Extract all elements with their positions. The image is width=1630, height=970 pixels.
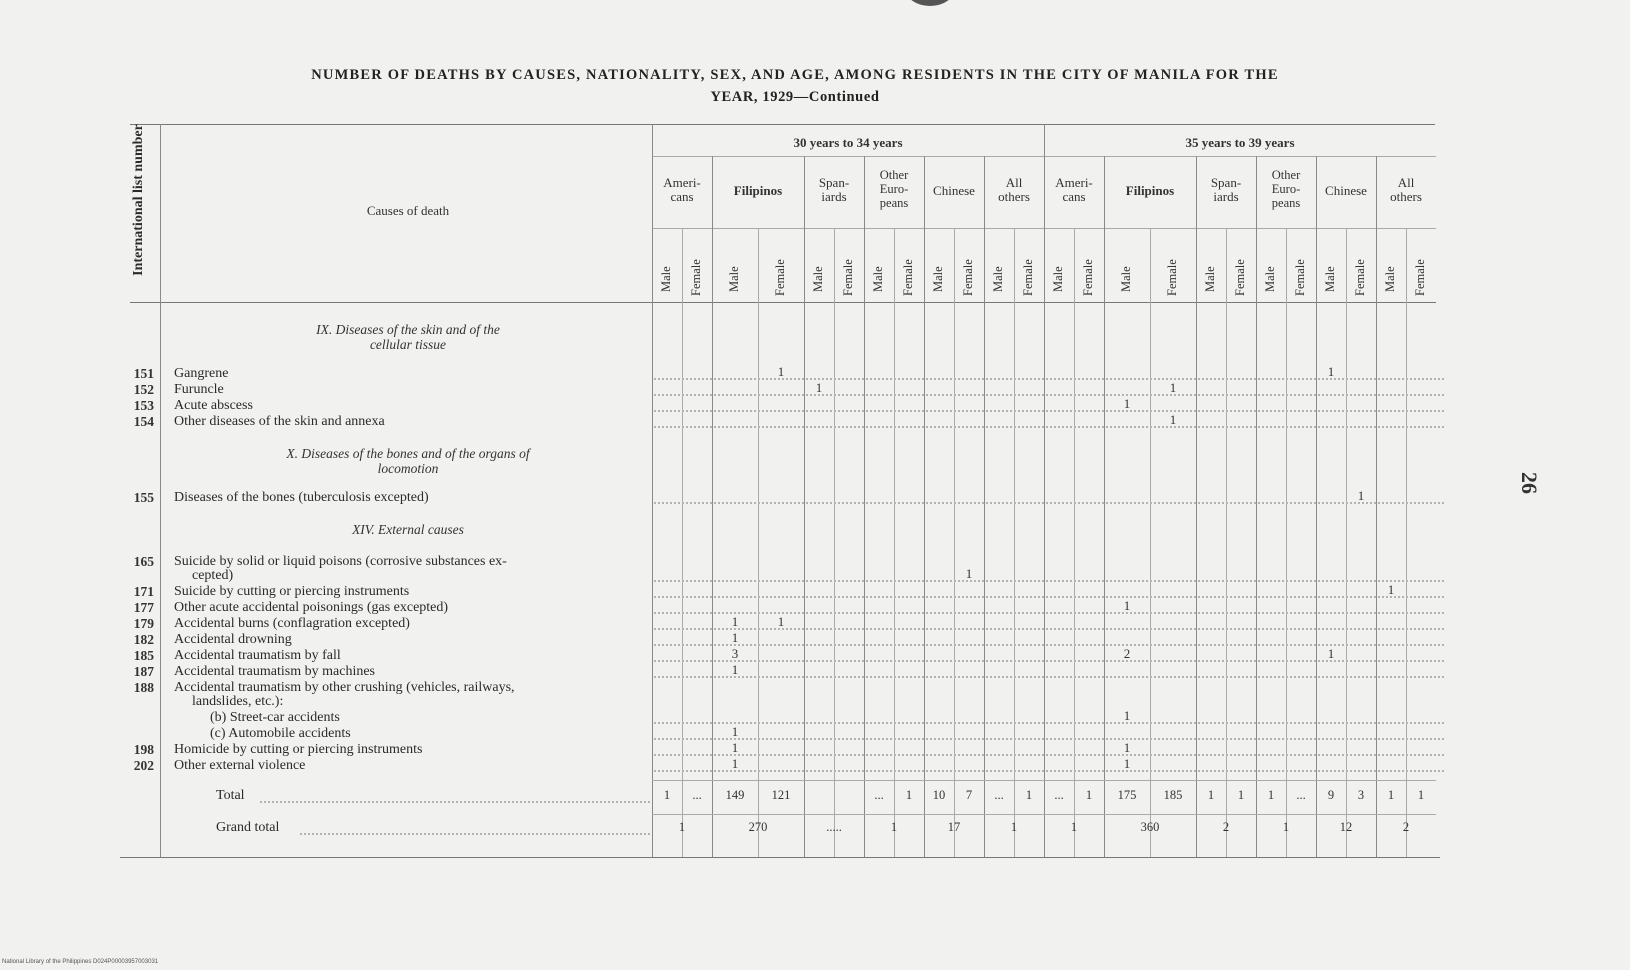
- cause-text: Accidental traumatism by other crushing (vehicles, railways,: [174, 680, 515, 695]
- total-value: ...: [1296, 788, 1306, 802]
- grand-total-value: 1: [1070, 820, 1078, 834]
- grand-total-leader: [300, 833, 650, 835]
- cell-value: 1: [1123, 598, 1131, 613]
- grand-total-value: .....: [826, 820, 842, 834]
- cause-text: Gangrene: [174, 366, 229, 381]
- page-number: 26: [1517, 472, 1542, 494]
- cause-continuation-text: cepted): [192, 568, 234, 583]
- rule-col-23: [1406, 228, 1407, 857]
- sex-female-col-19: Female: [1293, 259, 1307, 296]
- cause-text: Other external violence: [174, 758, 306, 773]
- leader-dots: [654, 676, 1444, 678]
- total-value: 1: [905, 788, 913, 802]
- rule-col-8: [924, 156, 925, 857]
- total-value: 3: [1357, 788, 1365, 802]
- cell-value: 2: [1123, 646, 1131, 661]
- nationality-americans-30-34: Ameri- cans: [663, 175, 701, 204]
- grand-total-value: 360: [1140, 820, 1160, 834]
- grand-total-value: 2: [1222, 820, 1230, 834]
- leader-dots: [654, 394, 1444, 396]
- sex-female-col-17: Female: [1233, 259, 1247, 296]
- page-title: [150, 64, 1440, 108]
- cause-continuation-text: landslides, etc.):: [192, 694, 284, 709]
- age-group-35-39: 35 years to 39 years: [1185, 135, 1295, 150]
- cause-text: Accidental traumatism by machines: [174, 664, 375, 679]
- rule-age-split: [1044, 124, 1045, 857]
- leader-dots: [654, 722, 1444, 724]
- sex-male-col-14: Male: [1119, 266, 1133, 292]
- row-number-198: 198: [133, 742, 154, 757]
- nationality-spaniards-30-34: Span- iards: [818, 175, 850, 204]
- cell-value: 1: [1357, 488, 1365, 503]
- rule-col-22: [1376, 156, 1377, 857]
- sex-male-col-6: Male: [871, 266, 885, 292]
- rule-col-11: [1014, 228, 1015, 857]
- grand-total-value: 1: [1010, 820, 1018, 834]
- cause-label: [174, 742, 650, 757]
- rule-col-6: [864, 156, 865, 857]
- cause-label: [210, 726, 650, 741]
- grand-total-value: 2: [1402, 820, 1410, 834]
- cell-value: 1: [777, 614, 785, 629]
- row-number-155: 155: [133, 490, 154, 505]
- sex-female-col-3: Female: [773, 259, 787, 296]
- rule-col-15: [1150, 228, 1151, 857]
- section-bones: X. Diseases of the bones and of the organs of locomotion: [286, 446, 530, 476]
- cause-label: [174, 490, 650, 505]
- cause-text: Furuncle: [174, 382, 224, 397]
- total-value: 7: [965, 788, 973, 802]
- sex-male-col-20: Male: [1323, 266, 1337, 292]
- row-number-165: 165: [133, 554, 154, 569]
- total-value: 9: [1327, 788, 1335, 802]
- cause-label: [174, 664, 650, 679]
- cell-value: 1: [1123, 756, 1131, 771]
- cell-value: 1: [731, 662, 739, 677]
- rule-col-21: [1346, 228, 1347, 857]
- cause-label: [174, 616, 650, 631]
- cause-label: [174, 366, 650, 381]
- cause-text: Homicide by cutting or piercing instruments: [174, 742, 423, 757]
- cell-value: 1: [1123, 396, 1131, 411]
- sex-female-col-23: Female: [1413, 259, 1427, 296]
- ink-smudge: [905, 0, 955, 6]
- total-leader: [260, 801, 650, 803]
- nationality-spaniards-35-39: Span- iards: [1210, 175, 1242, 204]
- sex-female-col-15: Female: [1165, 259, 1179, 296]
- rule-top: [130, 124, 1435, 125]
- row-number-187: 187: [133, 664, 154, 679]
- row-number-177: 177: [133, 600, 154, 615]
- sex-female-col-9: Female: [961, 259, 975, 296]
- cell-value: 1: [1169, 412, 1177, 427]
- leader-dots: [654, 580, 1444, 582]
- row-number-188: 188: [133, 680, 154, 695]
- sex-male-col-22: Male: [1383, 266, 1397, 292]
- cell-value: 1: [1169, 380, 1177, 395]
- grand-total-value: 1: [890, 820, 898, 834]
- cause-text: Diseases of the bones (tuberculosis excepted): [174, 490, 429, 505]
- nationality-other-europeans-30-34: Other Euro- peans: [879, 168, 909, 210]
- footer-credit: National Library of the Philippines D024P00003957003031: [2, 959, 159, 965]
- grand-total-value: 17: [947, 820, 961, 834]
- total-value: 10: [932, 788, 946, 802]
- cause-text: (b) Street-car accidents: [210, 710, 340, 725]
- cause-label: [174, 648, 650, 663]
- cause-text: Suicide by solid or liquid poisons (corrosive substances ex-: [174, 554, 507, 569]
- rule-col-13: [1074, 228, 1075, 857]
- causes-of-death-header: Causes of death: [366, 203, 450, 218]
- sex-male-col-4: Male: [811, 266, 825, 292]
- total-value: 175: [1117, 788, 1137, 802]
- title-line-1: NUMBER OF DEATHS BY CAUSES, NATIONALITY, SEX, AND AGE, AMONG RESIDENTS IN THE CITY OF MANILA FOR THE: [311, 67, 1279, 83]
- rule-col-17: [1226, 228, 1227, 857]
- sex-male-col-0: Male: [659, 266, 673, 292]
- grand-total-value: 1: [1282, 820, 1290, 834]
- rule-col-20: [1316, 156, 1317, 857]
- section-external: XIV. External causes: [352, 522, 464, 537]
- cause-continuation: [192, 694, 650, 709]
- rule-header-bottom: [130, 302, 1436, 303]
- total-value: 185: [1163, 788, 1183, 802]
- cause-label: [174, 554, 650, 569]
- sex-female-col-11: Female: [1021, 259, 1035, 296]
- total-value: ...: [1054, 788, 1064, 802]
- intl-list-header: International list number: [131, 124, 146, 276]
- cause-text: Other diseases of the skin and annexa: [174, 414, 385, 429]
- grand-total-value: 270: [748, 820, 768, 834]
- cause-text: Suicide by cutting or piercing instruments: [174, 584, 410, 599]
- rule-total: [652, 780, 1436, 781]
- cause-label: [174, 414, 650, 429]
- cell-value: 1: [731, 724, 739, 739]
- cause-continuation: [192, 568, 650, 583]
- row-number-152: 152: [133, 382, 154, 397]
- nationality-americans-35-39: Ameri- cans: [1055, 175, 1093, 204]
- leader-dots: [654, 770, 1444, 772]
- deaths-table: [130, 124, 1500, 890]
- rule-col-4: [804, 156, 805, 857]
- rule-causes: [652, 124, 653, 857]
- cell-value: 1: [731, 630, 739, 645]
- row-number-182: 182: [133, 632, 154, 647]
- row-number-153: 153: [133, 398, 154, 413]
- total-value: ...: [994, 788, 1004, 802]
- section-skin: IX. Diseases of the skin and of the cellular tissue: [316, 322, 500, 352]
- leader-dots: [654, 410, 1444, 412]
- row-number-154: 154: [133, 414, 154, 429]
- sex-female-col-13: Female: [1081, 259, 1095, 296]
- total-label: Total: [216, 788, 245, 803]
- sex-female-col-7: Female: [901, 259, 915, 296]
- rule-col-3: [758, 228, 759, 857]
- total-value: 1: [663, 788, 671, 802]
- cell-value: 1: [731, 756, 739, 771]
- nationality-filipinos-35-39: Filipinos: [1125, 183, 1175, 198]
- total-value: 1: [1417, 788, 1425, 802]
- sex-male-col-8: Male: [931, 266, 945, 292]
- cause-text: Acute abscess: [174, 398, 253, 413]
- sex-female-col-1: Female: [689, 259, 703, 296]
- cause-text: Accidental traumatism by fall: [174, 648, 341, 663]
- row-number-151: 151: [133, 366, 154, 381]
- row-number-171: 171: [133, 584, 154, 599]
- total-value: ...: [692, 788, 702, 802]
- cause-text: Accidental burns (conflagration excepted): [174, 616, 410, 631]
- grand-total-value: 12: [1339, 820, 1353, 834]
- total-value: 1: [1207, 788, 1215, 802]
- cause-label: [174, 382, 650, 397]
- total-value: 1: [1267, 788, 1275, 802]
- leader-dots: [654, 754, 1444, 756]
- rule-grand-total: [652, 814, 1436, 815]
- rule-col-10: [984, 156, 985, 857]
- cell-value: 3: [731, 646, 739, 661]
- sex-female-col-5: Female: [841, 259, 855, 296]
- row-number-179: 179: [133, 616, 154, 631]
- rule-intl: [160, 124, 161, 857]
- sex-male-col-16: Male: [1203, 266, 1217, 292]
- sex-male-col-18: Male: [1263, 266, 1277, 292]
- rule-col-5: [834, 228, 835, 857]
- rule-col-16: [1196, 156, 1197, 857]
- rule-col-18: [1256, 156, 1257, 857]
- grand-total-value: 1: [678, 820, 686, 834]
- cell-value: 1: [965, 566, 973, 581]
- nationality-filipinos-30-34: Filipinos: [733, 183, 783, 198]
- cause-text: (c) Automobile accidents: [210, 726, 351, 741]
- sex-female-col-21: Female: [1353, 259, 1367, 296]
- cause-label: [210, 710, 650, 725]
- nationality-chinese-35-39: Chinese: [1325, 183, 1367, 198]
- total-value: 121: [771, 788, 791, 802]
- nationality-chinese-30-34: Chinese: [933, 183, 975, 198]
- total-value: 149: [725, 788, 745, 802]
- cell-value: 1: [777, 364, 785, 379]
- grand-total-label: Grand total: [216, 820, 280, 835]
- total-value: ...: [874, 788, 884, 802]
- cause-label: [174, 758, 650, 773]
- cell-value: 1: [731, 614, 739, 629]
- cause-label: [174, 600, 650, 615]
- rule-col-19: [1286, 228, 1287, 857]
- cell-value: 1: [1327, 646, 1335, 661]
- sex-male-col-12: Male: [1051, 266, 1065, 292]
- nationality-other-europeans-35-39: Other Euro- peans: [1271, 168, 1301, 210]
- rule-bottom: [120, 857, 1440, 858]
- total-value: 1: [1085, 788, 1093, 802]
- rule-col-9: [954, 228, 955, 857]
- cause-label: [174, 584, 650, 599]
- rule-col-1: [682, 228, 683, 857]
- cell-value: 1: [1123, 708, 1131, 723]
- cause-label: [174, 680, 650, 695]
- cell-value: 1: [1123, 740, 1131, 755]
- leader-dots: [654, 596, 1444, 598]
- leader-dots: [654, 502, 1444, 504]
- sex-male-col-2: Male: [727, 266, 741, 292]
- leader-dots: [654, 426, 1444, 428]
- row-number-202: 202: [133, 758, 154, 773]
- cell-value: 1: [1327, 364, 1335, 379]
- cell-value: 1: [1387, 582, 1395, 597]
- title-line-2: YEAR, 1929—Continued: [710, 89, 880, 105]
- cause-text: Accidental drowning: [174, 632, 292, 647]
- cause-text: Other acute accidental poisonings (gas excepted): [174, 600, 449, 615]
- total-value: 1: [1387, 788, 1395, 802]
- cell-value: 1: [731, 740, 739, 755]
- nationality-all-others-35-39: All others: [1390, 175, 1422, 204]
- row-number-185: 185: [133, 648, 154, 663]
- cause-label: [174, 398, 650, 413]
- cause-label: [174, 632, 650, 647]
- cell-value: 1: [815, 380, 823, 395]
- total-value: 1: [1237, 788, 1245, 802]
- sex-male-col-10: Male: [991, 266, 1005, 292]
- rule-col-7: [894, 228, 895, 857]
- leader-dots: [654, 738, 1444, 740]
- total-value: 1: [1025, 788, 1033, 802]
- nationality-all-others-30-34: All others: [998, 175, 1030, 204]
- age-group-30-34: 30 years to 34 years: [793, 135, 903, 150]
